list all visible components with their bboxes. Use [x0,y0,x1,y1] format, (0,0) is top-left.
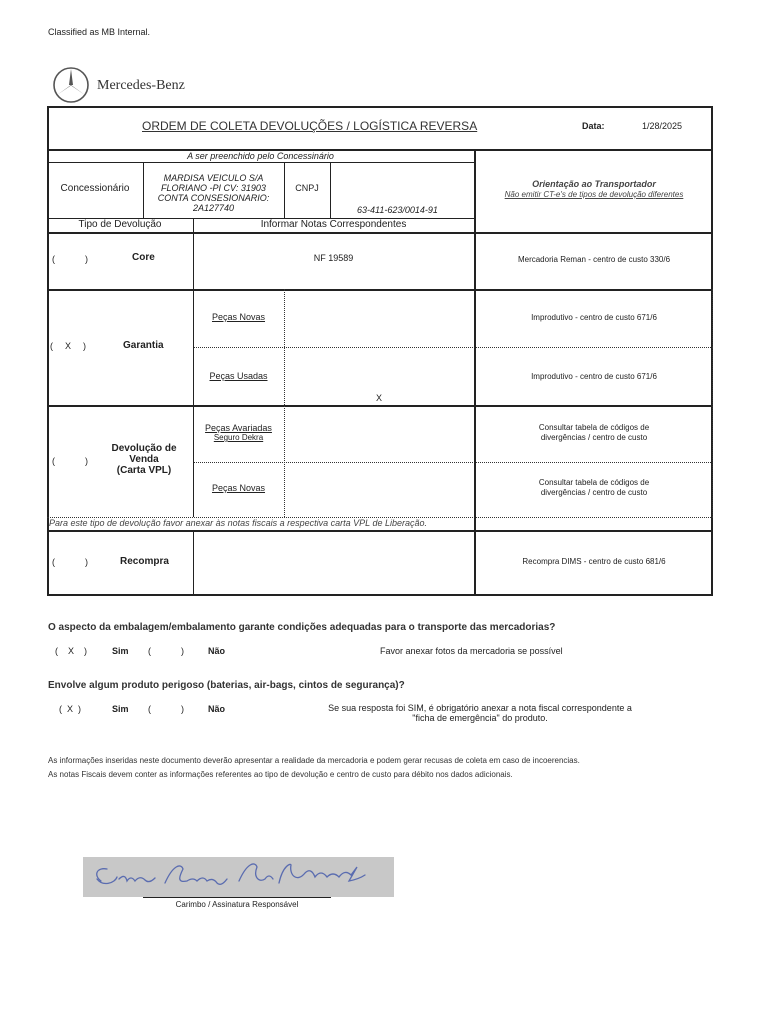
dealer-section-label: A ser preenchido pelo Concessinário [187,151,334,161]
cnpj-label: CNPJ [295,183,319,193]
q2-nao-label: Não [208,704,226,714]
transporter-note: Não emitir CT-e's de tipos de devolução diferentes [504,190,684,199]
devolucao-avariadas-label: Peças Avariadas Seguro Dekra [205,423,272,442]
q2-nao-checkbox[interactable]: ( ) [148,704,184,714]
q1-sim-checkbox[interactable]: ( X ) [55,646,87,656]
transporter-title: Orientação ao Transportador [532,179,656,189]
recompra-label: Recompra [120,556,169,567]
garantia-usadas-label: Peças Usadas [209,371,268,381]
date-value: 1/28/2025 [642,121,683,131]
q1-question: O aspecto da embalagem/embalamento garante condições adequadas para o transporte das mercadorias? [48,622,556,633]
mercedes-star-icon [52,66,90,104]
footer-notes: As informações inseridas neste documento deverão apresentar a realidade da mercadoria e podem gerar recusas de coleta em caso de incoerencias. As notas Fiscais devem conter as informações referentes ao tipo de devolução e centro de custo para débito nos dados adicionais. [48,756,580,779]
signature-image [83,857,394,897]
devolucao-label: Devolução de Venda (Carta VPL) [111,443,177,476]
classification-label: Classified as MB Internal. [48,27,151,37]
recompra-checkbox[interactable]: ( ) [52,557,88,567]
dealer-label: Concessionário [60,183,130,194]
recompra-cost: Recompra DIMS - centro de custo 681/6 [522,557,666,566]
q1-nao-checkbox[interactable]: ( ) [148,646,184,656]
cnpj-value: 63-411-623/0014-91 [357,205,438,215]
devolucao-novas-cost: Consultar tabela de códigos de divergências / centro de custo [538,478,650,497]
garantia-novas-label: Peças Novas [211,312,266,322]
date-label: Data: [582,121,605,131]
brand-name: Mercedes-Benz [97,78,185,93]
q2-note: Se sua resposta foi SIM, é obrigatório anexar a nota fiscal correspondente a "ficha de emergência" do produto. [328,703,632,723]
col-header-notas: Informar Notas Correspondentes [260,219,407,230]
devolucao-note: Para este tipo de devolução favor anexar às notas fiscais a respectiva carta VPL de Liberação. [49,518,428,528]
devolucao-checkbox[interactable]: ( ) [52,456,88,466]
garantia-usadas-cost: Improdutivo - centro de custo 671/6 [531,372,657,381]
garantia-label: Garantia [123,340,164,351]
devolucao-novas-label: Peças Novas [211,483,266,493]
q1-nao-label: Não [208,646,226,656]
q2-question: Envolve algum produto perigoso (baterias, air-bags, cintos de segurança)? [48,680,405,691]
core-nf: NF 19589 [313,253,354,263]
core-checkbox[interactable]: ( ) [52,254,88,264]
dealer-info: MARDISA VEICULO S/A FLORIANO -PI CV: 31903 CONTA CONSESIONARIO: 2A127740 [157,173,270,213]
devolucao-avariadas-cost: Consultar tabela de códigos de divergências / centro de custo [538,423,650,442]
garantia-novas-cost: Improdutivo - centro de custo 671/6 [531,313,657,322]
core-label: Core [132,252,155,263]
q2-sim-checkbox[interactable]: ( X ) [59,704,81,714]
q1-note: Favor anexar fotos da mercadoria se possível [380,646,563,656]
core-cost: Mercadoria Reman - centro de custo 330/6 [517,255,671,264]
q2-sim-label: Sim [112,704,129,714]
col-header-tipo: Tipo de Devolução [78,219,162,230]
q1-sim-label: Sim [112,646,129,656]
garantia-checkbox[interactable]: ( X ) [50,341,86,351]
signature-caption: Carimbo / Assinatura Responsável [175,900,299,909]
form-title: ORDEM DE COLETA DEVOLUÇÕES / LOGÍSTICA REVERSA [142,119,478,133]
garantia-usadas-value: X [375,393,382,403]
